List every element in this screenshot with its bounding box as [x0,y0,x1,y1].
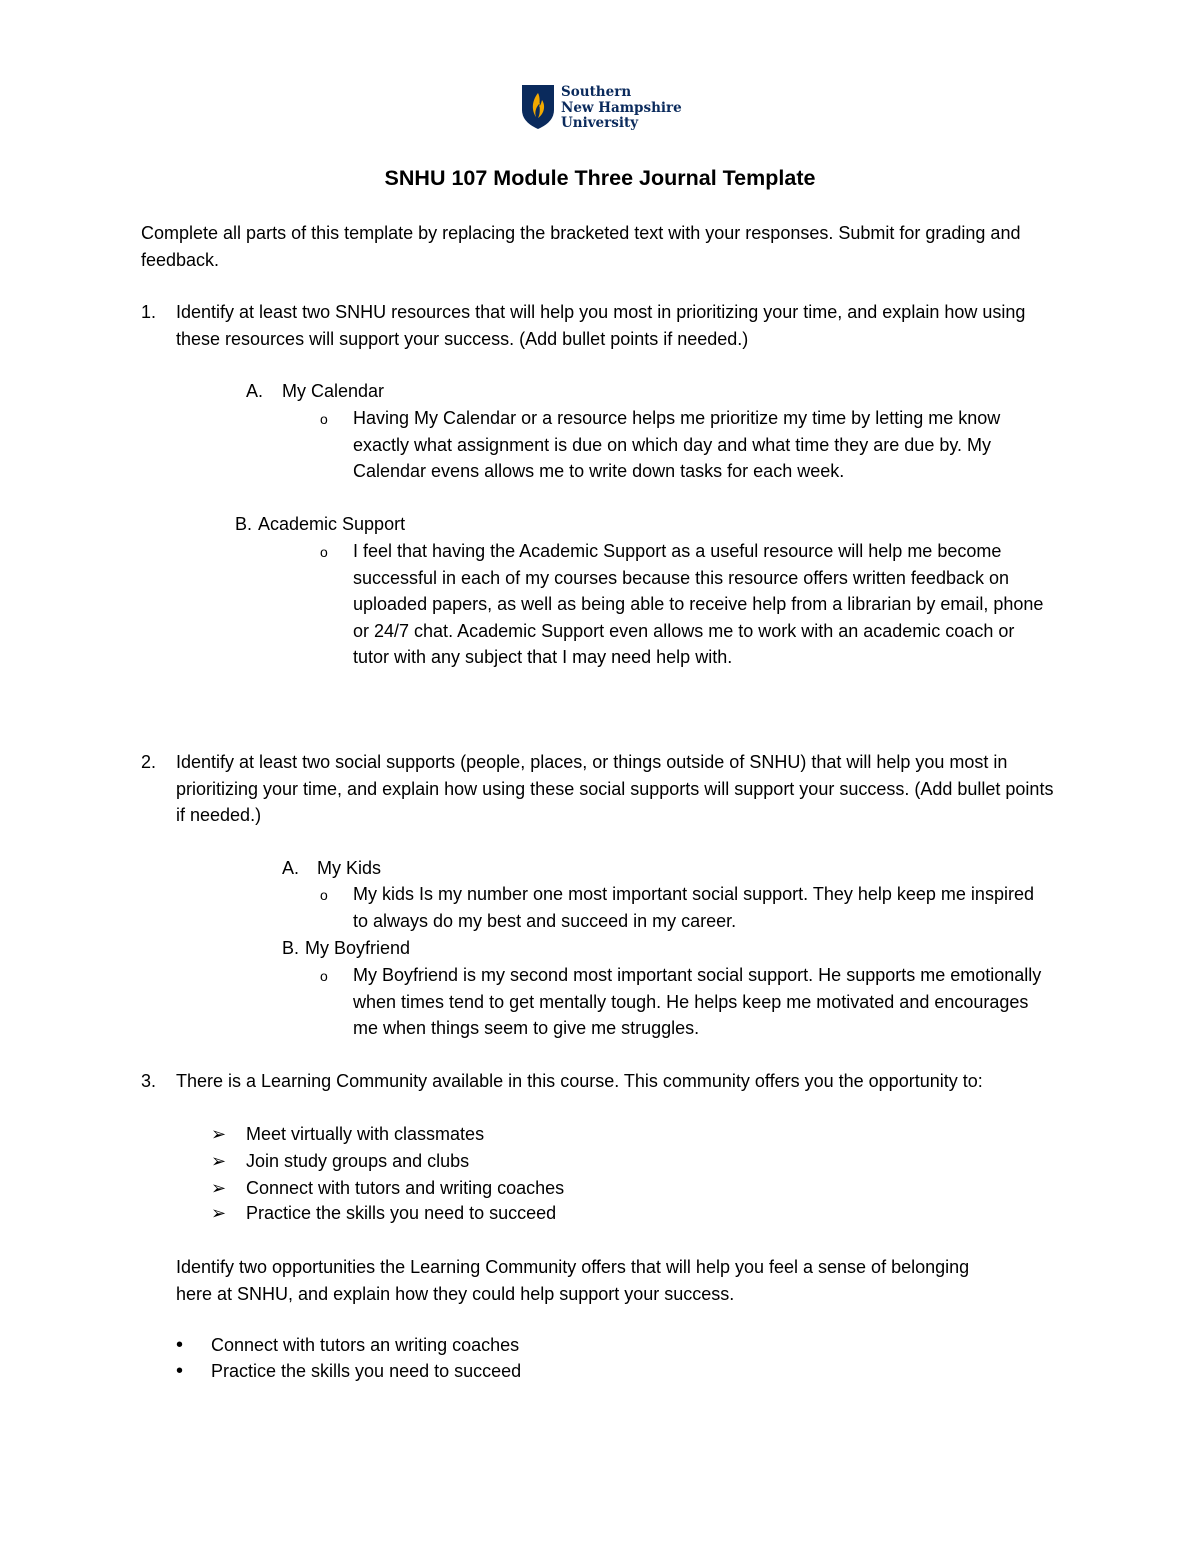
question-3-prompt: There is a Learning Community available in this course. This community offers you the opportunity to: [176,1071,983,1091]
intro-paragraph: Complete all parts of this template by replacing the bracketed text with your responses. Submit for grading and feedback. [141,223,1021,270]
q2-item-a-bullet-icon: o [320,887,328,903]
q1-item-b-marker: B. [235,514,253,534]
dot-bullet-icon: • [176,1334,184,1356]
arrow-bullet-icon: ➢ [211,1124,227,1144]
page-title: SNHU 107 Module Three Journal Template [384,166,816,190]
answer-item: Practice the skills you need to succeed [211,1361,522,1381]
arrow-bullet-icon: ➢ [211,1178,227,1198]
q2-item-b-bullet-icon: o [320,968,328,984]
opportunity-item: Connect with tutors and writing coaches [246,1178,565,1198]
q1-item-b-label: Academic Support [258,514,406,534]
question-2-number: 2. [141,752,157,772]
logo-line-3: University [561,115,639,131]
logo-line-2: New Hampshire [561,99,682,116]
question-3-followup: Identify two opportunities the Learning Community offers that will help you feel a sense of belonging here at SNHU, and explain how they could help support your success. [176,1257,970,1304]
arrow-bullet-icon: ➢ [211,1151,227,1171]
q1-item-b-response: I feel that having the Academic Support as a useful resource will help me become successful in each of my courses because this resource offers written feedback on uploaded papers, as well as being able to receive help from a librarian by email, phone or 24/7 chat. Academic Support even allows me to work with an academic coach or tutor with any subject that I may need help with. [353,541,1044,667]
q2-item-a-marker: A. [282,858,300,878]
q2-item-b-response: My Boyfriend is my second most important social support. He supports me emotionally when times tend to get mentally tough. He helps keep me motivated and encourages me when things seem to give me struggles. [353,965,1042,1038]
snhu-shield-icon [521,84,555,130]
q1-item-a-bullet-icon: o [320,411,328,427]
q2-item-b-marker: B. [282,938,300,958]
q1-item-a-response: Having My Calendar or a resource helps me prioritize my time by letting me know exactly what assignment is due on which day and what time they are due by. My Calendar evens allows me to write down tasks for each week. [353,408,1001,481]
dot-bullet-icon: • [176,1360,184,1382]
question-2-prompt: Identify at least two social supports (people, places, or things outside of SNHU) that will help you most in prioritizing your time, and explain how using these social supports will support your success. (Add bullet points if needed.) [176,752,1054,825]
question-3-number: 3. [141,1071,157,1091]
q1-item-a-label: My Calendar [282,381,385,401]
logo-wordmark [561,85,682,132]
arrow-bullet-icon: ➢ [211,1203,227,1223]
opportunity-item: Practice the skills you need to succeed [246,1203,557,1223]
q2-item-a-label: My Kids [317,858,382,878]
question-1-number: 1. [141,302,157,322]
q2-item-a-response: My kids Is my number one most important social support. They help keep me inspired to always do my best and succeed in my career. [353,884,1034,931]
answer-item: Connect with tutors an writing coaches [211,1335,520,1355]
opportunity-item: Join study groups and clubs [246,1151,470,1171]
opportunity-item: Meet virtually with classmates [246,1124,485,1144]
logo-line-1: Southern [561,84,632,100]
q1-item-a-marker: A. [246,381,264,401]
snhu-logo [521,84,682,132]
question-1-prompt: Identify at least two SNHU resources that will help you most in prioritizing your time, and explain how using these resources will support your success. (Add bullet points if needed.) [176,302,1026,349]
q2-item-b-label: My Boyfriend [305,938,411,958]
q1-item-b-bullet-icon: o [320,544,328,560]
